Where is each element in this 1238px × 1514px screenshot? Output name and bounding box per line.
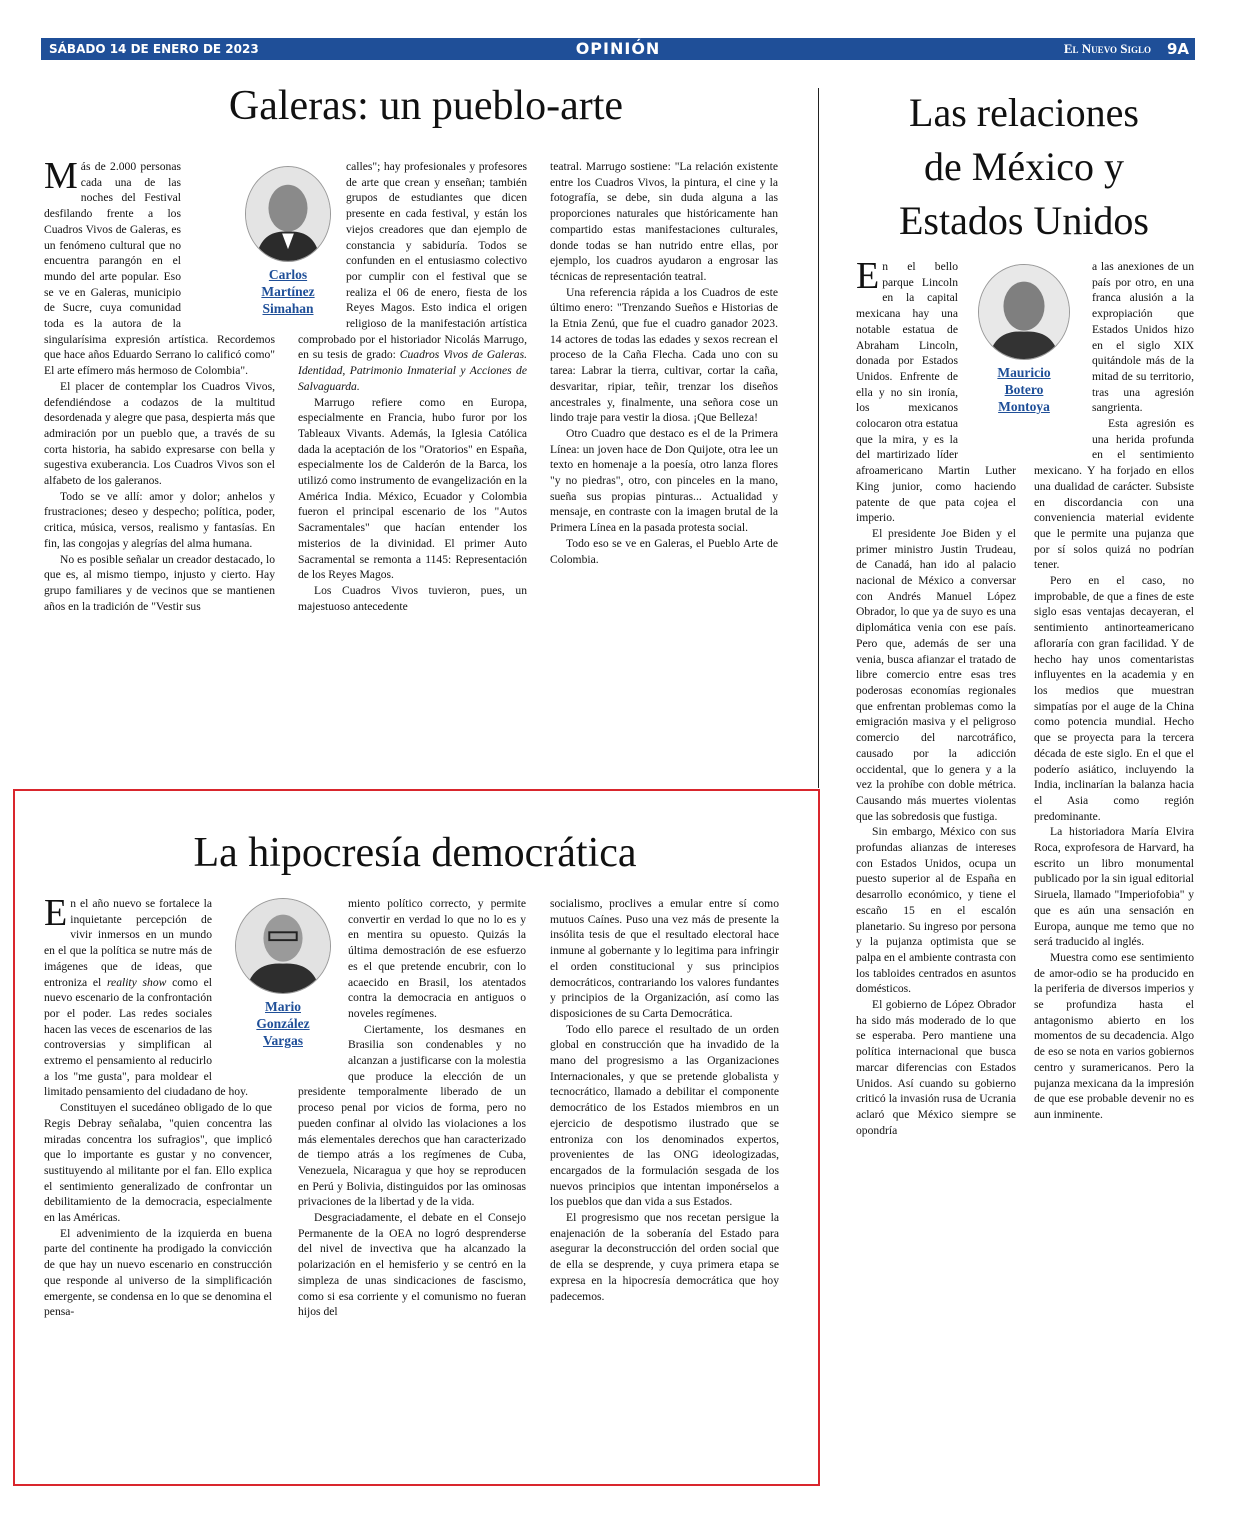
article-galeras-col-1: Más de 2.000 personas cada una de las noches del Festival desfilando frente a los Cuadros Vivos de Galeras, es un fenómeno cultural que no encuentra parangón en el mundo del arte popular. Eso se ve en Galeras, municipio de Sucre, cuya comunidad toda es la autora de la singularísima expresión artística. Recordemos que hace años Eduardo Serrano lo calificó como" El arte efímero más hermoso de Colombia". El placer de contemplar los Cuadros Vivos, defendiéndose a codazos de la multitud desordenada y alegre que pasa, despierta más que admiración por un pueblo que, a través de su corta historia, ha sabido expresarse con bella y sugestiva exuberancia. Los Cuadros Vivos son el alfabeto de los galeranos. Todo se ve allí: amor y dolor; anhelos y frustraciones; deseo y despecho; política, poder, critica, música, versos, realismo y fantasías. En fin, las congojas y alegrías del alma humana. No es posible señalar un creador destacado, lo que es, al mismo tiempo, injusto y cierto. Hay grupo familiares y de vecinos que se mantienen años en la tradición de "Vestir sus <box>44 159 275 613</box>
page-header-bar <box>41 38 1195 60</box>
article-title-mexico: Las relaciones de México y Estados Unidos <box>899 90 1149 243</box>
article-title-galeras: Galeras: un pueblo-arte <box>228 83 624 129</box>
article-title-hipocresia: La hipocresía democrática <box>193 830 637 876</box>
article-hipocresia-col-2: miento político correcto, y permite convertir en verdad lo que no lo es y en mentira su opuesto. Quizás la última demostración de ese esfuerzo es el que pretende encubrir, con lo acaecido en Brasil, los atentados contra la democracia en antiguos o noveles regímenes. Ciertamente, los desmanes en Brasilia son condenables y no alcanzan a justificarse con la molestia que produce la elección de un presidente temporalmente liberado de un proceso penal por vicios de forma, pero no pueden confinar al olvido las violaciones a los más elementales derechos que han caracterizado de tiempo atrás a los regímenes de Cuba, Venezuela, Nicaragua y que hoy se reproducen en Perú y Bolivia, distinguidos por las ominosas privaciones de la libertad y de la vida. Desgraciadamente, el debate en el Consejo Permanente de la OEA no logró desprenderse del nivel de invectiva que ha alcanzado la polarización en el hemisferio y se centró en la simpleza de unas sindicaciones de fascismo, como si esa corriente y el comunismo no fueran hijos del <box>298 897 526 1319</box>
author-spacer <box>1034 259 1092 457</box>
author-spacer <box>298 159 346 331</box>
author-name: Mauricio Botero Montoya <box>997 365 1051 414</box>
drop-cap: M <box>44 159 78 197</box>
author-spacer <box>298 896 348 1070</box>
author-spacer <box>958 259 1016 457</box>
header-paper-name: El Nuevo Siglo <box>1063 41 1151 56</box>
article-mexico-col-1: En el bello parque Lincoln en la capital mexicana hay una notable estatua de Abraham Lincoln, donada por Estados Unidos. Enfrente de ella y no sin ironía, los mexicanos colocaron otra estatua que la mira, y es la del martirizado líder afroamericano Martin Luther King junior, como haciendo patente de que pata cojea el imperio. El presidente Joe Biden y el primer ministro Justin Trudeau, de Canadá, han ido al palacio nacional de México a conversar con Andrés Manuel López Obrador, lo que ya de suyo es una diplomática venia con ese país. Pero que, además de ser una venia, busca afianzar el tratado de libre comercio entre esas tres poderosas economías regionales que enfrentan problemas como la emigración masiva y el peligroso comercio del narcotráfico, causado por la adicción occidental, que lo genera y a la vez la prohíbe con doble métrica. Causando más muertes violentas que las sobredosis que fustiga. Sin embargo, México con sus profundas alianzas de intereses con Estados Unidos, ocupa un puesto superior al de España en desarrollo económico, y tiene el escaño 15 en el escalón planetario. Su ingreso por persona y la pujanza optimista que se palpa en el ambiente contrasta con los tabloides centrados en asuntos domésticos. El gobierno de López Obrador ha sido más moderado de lo que se esperaba. Pero mantiene una política internacional que busca marcar diferencias con Estados Unidos. Así cuando su gobierno criticó la invasión rusa de Ucrania aclaró que México siempre se opondría <box>856 259 1016 1137</box>
drop-cap: E <box>856 259 880 297</box>
article-hipocresia-col-3: socialismo, proclives a emular entre sí como mutuos Caínes. Puso una vez más de presente la insólita tesis de que el resultado electoral hace inmune al gobernante y lo legitima para infringir el orden constitucional y sus principios democráticos, contrariando los valores fundantes y principios de la Organización, así como las disposiciones de su Carta Democrática. Todo ello parece el resultado de un orden global en construcción que ha invadido de la mano del progresismo a las Organizaciones Internacionales, y que se pretende globalista y tecnocrático, llamado a debilitar el componente democrático de los Estados miembros en un ejercicio de despotismo ilustrado que se entroniza con los denominados expertos, provenientes de las ONG ideologizadas, encargados de la formulación sesgada de los nuevos principios que intentan imponérselos a los pueblos que dan vida a sus Estados. El progresismo que nos recetan persigue la enajenación de la soberanía del Estado para asegurar la deconstrucción del orden social que de ella se desprende, y cuya primera etapa se expresa en la hipocresía democrática que hoy padecemos. <box>550 897 779 1303</box>
header-page-number: 9A <box>1166 40 1189 58</box>
article-galeras-col-2: calles"; hay profesionales y profesores de arte que crean y enseñan; también grupos de estudiantes que dicen presente en cada festival, y están los viejos creadores que dan ejemplo de constancia y sabiduría. Todos se confunden en el entusiasmo colectivo por cumplir con el festival que se realiza el 06 de enero, fiesta de los Reyes Magos. Esto indica el origen religioso de la manifestación artística comprobado por el historiador Nicolás Marrugo, en su tesis de grado: Cuadros Vivos de Galeras. Identidad, Patrimonio Inmaterial y Acciones de Salvaguarda. Marrugo refiere como en Europa, especialmente en Francia, hubo furor por los Tableaux Vivants. Además, la Iglesia Católica dada la aceptación de los "Oratorios" en España, especialmente los de Calderón de la Barca, los utilizó como instrumento de evangelización en la América India. México, Ecuador y Colombia fueron el principal escenario de los "Autos Sacramentales" que hacían entender los misterios de la divinidad. El primer Auto Sacramental se remonta a 1145: Representación de los Reyes Magos. Los Cuadros Vivos tuvieron, pues, un majestuoso antecedente <box>298 160 527 613</box>
author-name: Carlos Martínez Simahan <box>261 267 315 316</box>
header-section: OPINIÓN <box>575 39 661 58</box>
header-date: SÁBADO 14 DE ENERO DE 2023 <box>49 42 259 56</box>
column-divider <box>818 88 819 788</box>
article-mexico-col-2: a las anexiones de un país por otro, en una franca alusión a la expropiación que Estados Unidos hizo en el siglo XIX quitándole más de la mitad de su territorio, tras una agresión sangrienta. Esta agresión es una herida profunda en el sentimiento mexicano. Y ha forjado en ellos una dualidad de carácter. Subsiste en discordancia con una conveniencia material evidente que le permite una pujanza que por sí solos quizá no podrían tener. Pero en el caso, no improbable, de que a fines de este siglo esas ventajas decayeran, el sentimiento antinorteamericano afloraría con gran facilidad. Y de hecho hay unos comentaristas influyentes en la academia y en los medios que muestran simpatías por el auge de la China como potencia mundial. Hecho que se proyecta para la tercera década de este siglo. En el que el poderío asiático, incluyendo la India, inclinarían la balanza hacia el Asia como región predominante. La historiadora María Elvira Roca, exprofesora de Harvard, ha escrito un libro monumental publicado por la sin igual editorial Siruela, llamado "Imperiofobia" y que es aún una sensación en Europa, aunque me temo que no será traducido al inglés. Muestra como ese sentimiento de amor-odio se ha producido en la periferia de diversos imperios y se profundiza hasta el antagonismo abierto en los momentos de su decadencia. Algo de eso se nota en varios gobiernos centro y suramericanos. Pero la pujanza mexicana da la impresión de que ese probable devenir no es aun inminente. <box>1034 260 1194 1121</box>
author-name: Mario González Vargas <box>256 999 310 1048</box>
article-galeras-col-3: teatral. Marrugo sostiene: "La relación existente entre los Cuadros Vivos, la pintura, el cine y la fotografía, se debe, sin duda alguna a las proporciones naturales que históricamente han compartido estas manifestaciones culturales, donde todas se han nutrido entre ellas, por ejemplo, los cuadros ayudaron a engrosar las técnicas de representación teatral. Una referencia rápida a los Cuadros de este último enero: "Trenzando Sueños e Historias de la Etnia Zenú, que fue el cuadro ganador 2023. 14 actores de todas las edades y sexos recrean el proceso de la Caña Flecha. Cada uno con su tarea: Labrar la tierra, cultivar, cortar la caña, desvaritar, ripiar, teñir, trenzar los diseños ancestrales y, finalmente, una señora cose un lindo traje para vestir la diosa. ¡Que Belleza! Otro Cuadro que destaco es el de la Primera Línea: un joven hace de Don Quijote, otra lee un texto en homenaje a la poesía, otro lanza flores "y no piedras", otro, con pinceles en la mano, sueña sus propias pinturas... Actualidad y mensaje, en contraste con la imagen brutal de la Primera Línea en la pasada protesta social. Todo eso se ve en Galeras, el Pueblo Arte de Colombia. <box>550 160 778 566</box>
author-spacer <box>212 896 272 1074</box>
drop-cap: E <box>44 896 68 934</box>
article-hipocresia-col-1: En el año nuevo se fortalece la inquietante percepción de vivir inmersos en un mundo en el que la política se nutre más de imágenes que de ideas, que entroniza el reality show como el nuevo escenario de la confrontación por el poder. Las redes sociales hacen las veces de escenarios de las controversias y simplifican al extremo el pensamiento al reducirlo a los "me gusta", para moldear el limitado pensamiento del ciudadano de hoy. Constituyen el sucedáneo obligado de lo que Regis Debray señalaba, "quien concentra las miradas concentra los sufragios", que implicó que lo importante es gustar y no convencer, sustituyendo al militante por el fan. Ello explica el sentimiento generalizado de confrontar un debilitamiento de la democracia, especialmente en las Américas. El advenimiento de la izquierda en buena parte del continente ha prodigado la convicción de que hay un nuevo escenario en construcción que responde al universo de la simplificación emergente, se condensa en lo que se denomina el pensa- <box>44 896 272 1319</box>
author-spacer <box>181 159 275 331</box>
